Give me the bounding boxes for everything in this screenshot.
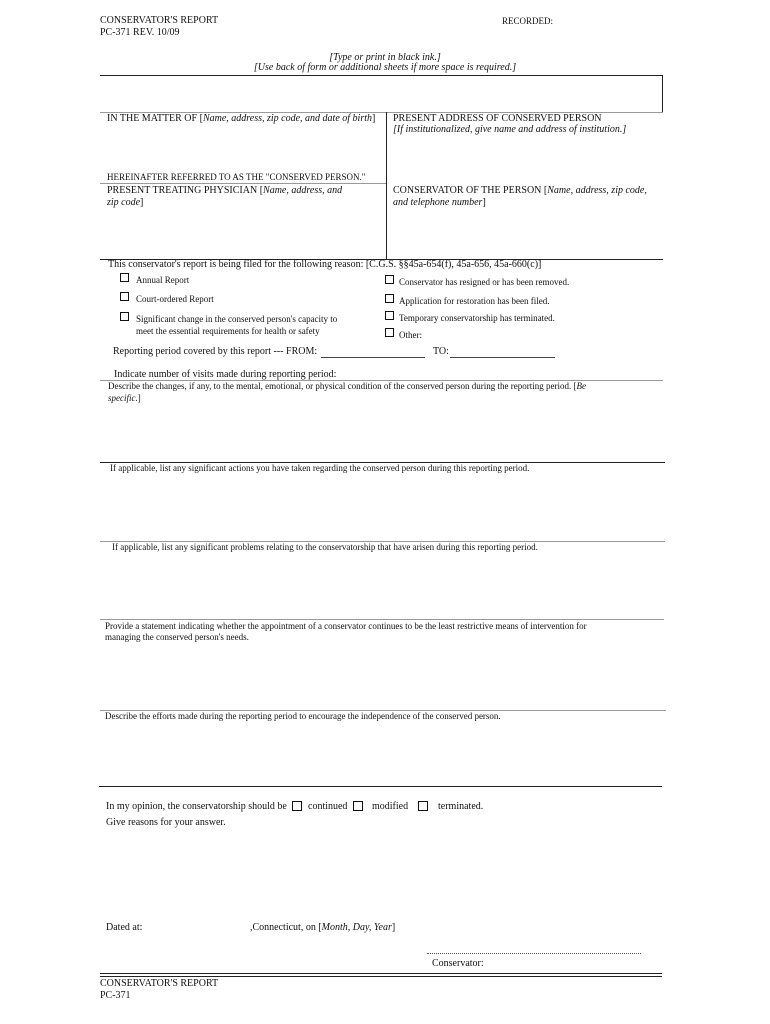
present-address-hint: [If institutionalized, give name and address of institution.] — [393, 124, 627, 135]
independence-response-area[interactable] — [100, 726, 663, 784]
actions-prompt: If applicable, list any significant actions you have taken regarding the conserved person during this reporting period. — [110, 463, 530, 473]
period-to-field[interactable] — [450, 347, 555, 358]
conservator-resigned-checkbox[interactable] — [385, 275, 394, 284]
recorded-label: RECORDED: — [502, 16, 554, 26]
continued-checkbox[interactable] — [292, 801, 302, 811]
matter-label: IN THE MATTER OF [Name, address, zip code, and date of birth] — [107, 113, 376, 124]
other-reason-checkbox[interactable] — [385, 328, 394, 337]
reasons-intro: This conservator's report is being filed for the following reason: [C.G.S. §§45a-654(f), 45a-656, 45a-660(c)] — [108, 259, 542, 270]
annual-report-checkbox[interactable] — [120, 273, 129, 282]
other-reason-label: Other: — [399, 330, 422, 340]
physician-rule — [100, 183, 386, 184]
conservator-label-line2: and telephone number] — [393, 197, 486, 208]
period-from-field[interactable] — [321, 347, 425, 358]
footer-title: CONSERVATOR'S REPORT — [100, 978, 219, 989]
significant-change-label: Significant change in the conserved person's capacity to — [136, 314, 338, 324]
period-to-label: TO: — [433, 346, 449, 357]
restrictive-prompt-line2: managing the conserved person's needs. — [105, 632, 249, 642]
problems-prompt: If applicable, list any significant problems relating to the conservatorship that have arisen during this reporting period. — [112, 542, 538, 552]
terminated-checkbox[interactable] — [418, 801, 428, 811]
modified-label: modified — [372, 801, 409, 812]
signature-line[interactable] — [427, 953, 641, 954]
reasons-prompt: Give reasons for your answer. — [106, 817, 226, 828]
restrictive-rule — [100, 619, 664, 620]
instruction-line-1: [Type or print in black ink.] — [329, 52, 441, 63]
significant-change-checkbox[interactable] — [120, 312, 129, 321]
physician-label: PRESENT TREATING PHYSICIAN [Name, address, and — [107, 185, 343, 196]
changes-prompt-line2: specific.] — [108, 393, 141, 403]
opinion-rule — [99, 786, 662, 787]
continued-label: continued — [308, 801, 348, 812]
temporary-terminated-label: Temporary conservatorship has terminated. — [399, 313, 555, 323]
instruction-line-2: [Use back of form or additional sheets if more space is required.] — [253, 62, 517, 73]
conservator-signature-label: Conservator: — [432, 958, 484, 969]
restrictive-response-area[interactable] — [100, 646, 663, 708]
restoration-filed-label: Application for restoration has been filed. — [399, 296, 550, 306]
footer-rule-bottom — [100, 976, 662, 977]
footer-rule-top — [100, 973, 662, 974]
changes-response-area[interactable] — [100, 408, 663, 460]
header-right-border — [662, 75, 663, 112]
opinion-reasons-area[interactable] — [100, 832, 663, 912]
form-title: CONSERVATOR'S REPORT — [100, 15, 219, 26]
dated-at-field[interactable] — [150, 922, 246, 933]
opinion-intro: In my opinion, the conservatorship should be — [106, 801, 287, 812]
temporary-terminated-checkbox[interactable] — [385, 311, 394, 320]
header-rule — [100, 75, 663, 76]
changes-prompt: Describe the changes, if any, to the mental, emotional, or physical condition of the conserved person during the reporting period. [Be — [108, 381, 587, 391]
footer-form-number: PC-371 — [100, 990, 131, 1001]
restrictive-prompt: Provide a statement indicating whether the appointment of a conservator continues to be the least restrictive means of intervention for — [105, 621, 587, 631]
conservator-label: CONSERVATOR OF THE PERSON [Name, address, zip code, — [393, 185, 647, 196]
modified-checkbox[interactable] — [353, 801, 363, 811]
actions-response-area[interactable] — [100, 478, 663, 540]
terminated-label: terminated. — [438, 801, 484, 812]
physician-label-line2: zip code] — [107, 197, 144, 208]
dated-at-label: Dated at: — [106, 922, 143, 933]
annual-report-label: Annual Report — [136, 275, 190, 285]
date-line: ,Connecticut, on [Month, Day, Year] — [250, 922, 396, 933]
visits-label: Indicate number of visits made during reporting period: — [114, 369, 337, 380]
court-ordered-report-checkbox[interactable] — [120, 292, 129, 301]
form-number: PC-371 REV. 10/09 — [100, 27, 180, 38]
reporting-period-label: Reporting period covered by this report --- FROM: — [113, 346, 318, 357]
court-ordered-report-label: Court-ordered Report — [136, 294, 214, 304]
problems-response-area[interactable] — [100, 557, 663, 617]
conservator-resigned-label: Conservator has resigned or has been removed. — [399, 277, 570, 287]
independence-prompt: Describe the efforts made during the reporting period to encourage the independence of the conserved person. — [105, 711, 501, 721]
top-grid-divider — [386, 112, 387, 259]
restoration-filed-checkbox[interactable] — [385, 294, 394, 303]
significant-change-label-line2: meet the essential requirements for health or safety — [136, 326, 320, 336]
hereinafter-note: HEREINAFTER REFERRED TO AS THE "CONSERVED PERSON." — [107, 172, 366, 182]
present-address-label: PRESENT ADDRESS OF CONSERVED PERSON — [393, 113, 602, 124]
